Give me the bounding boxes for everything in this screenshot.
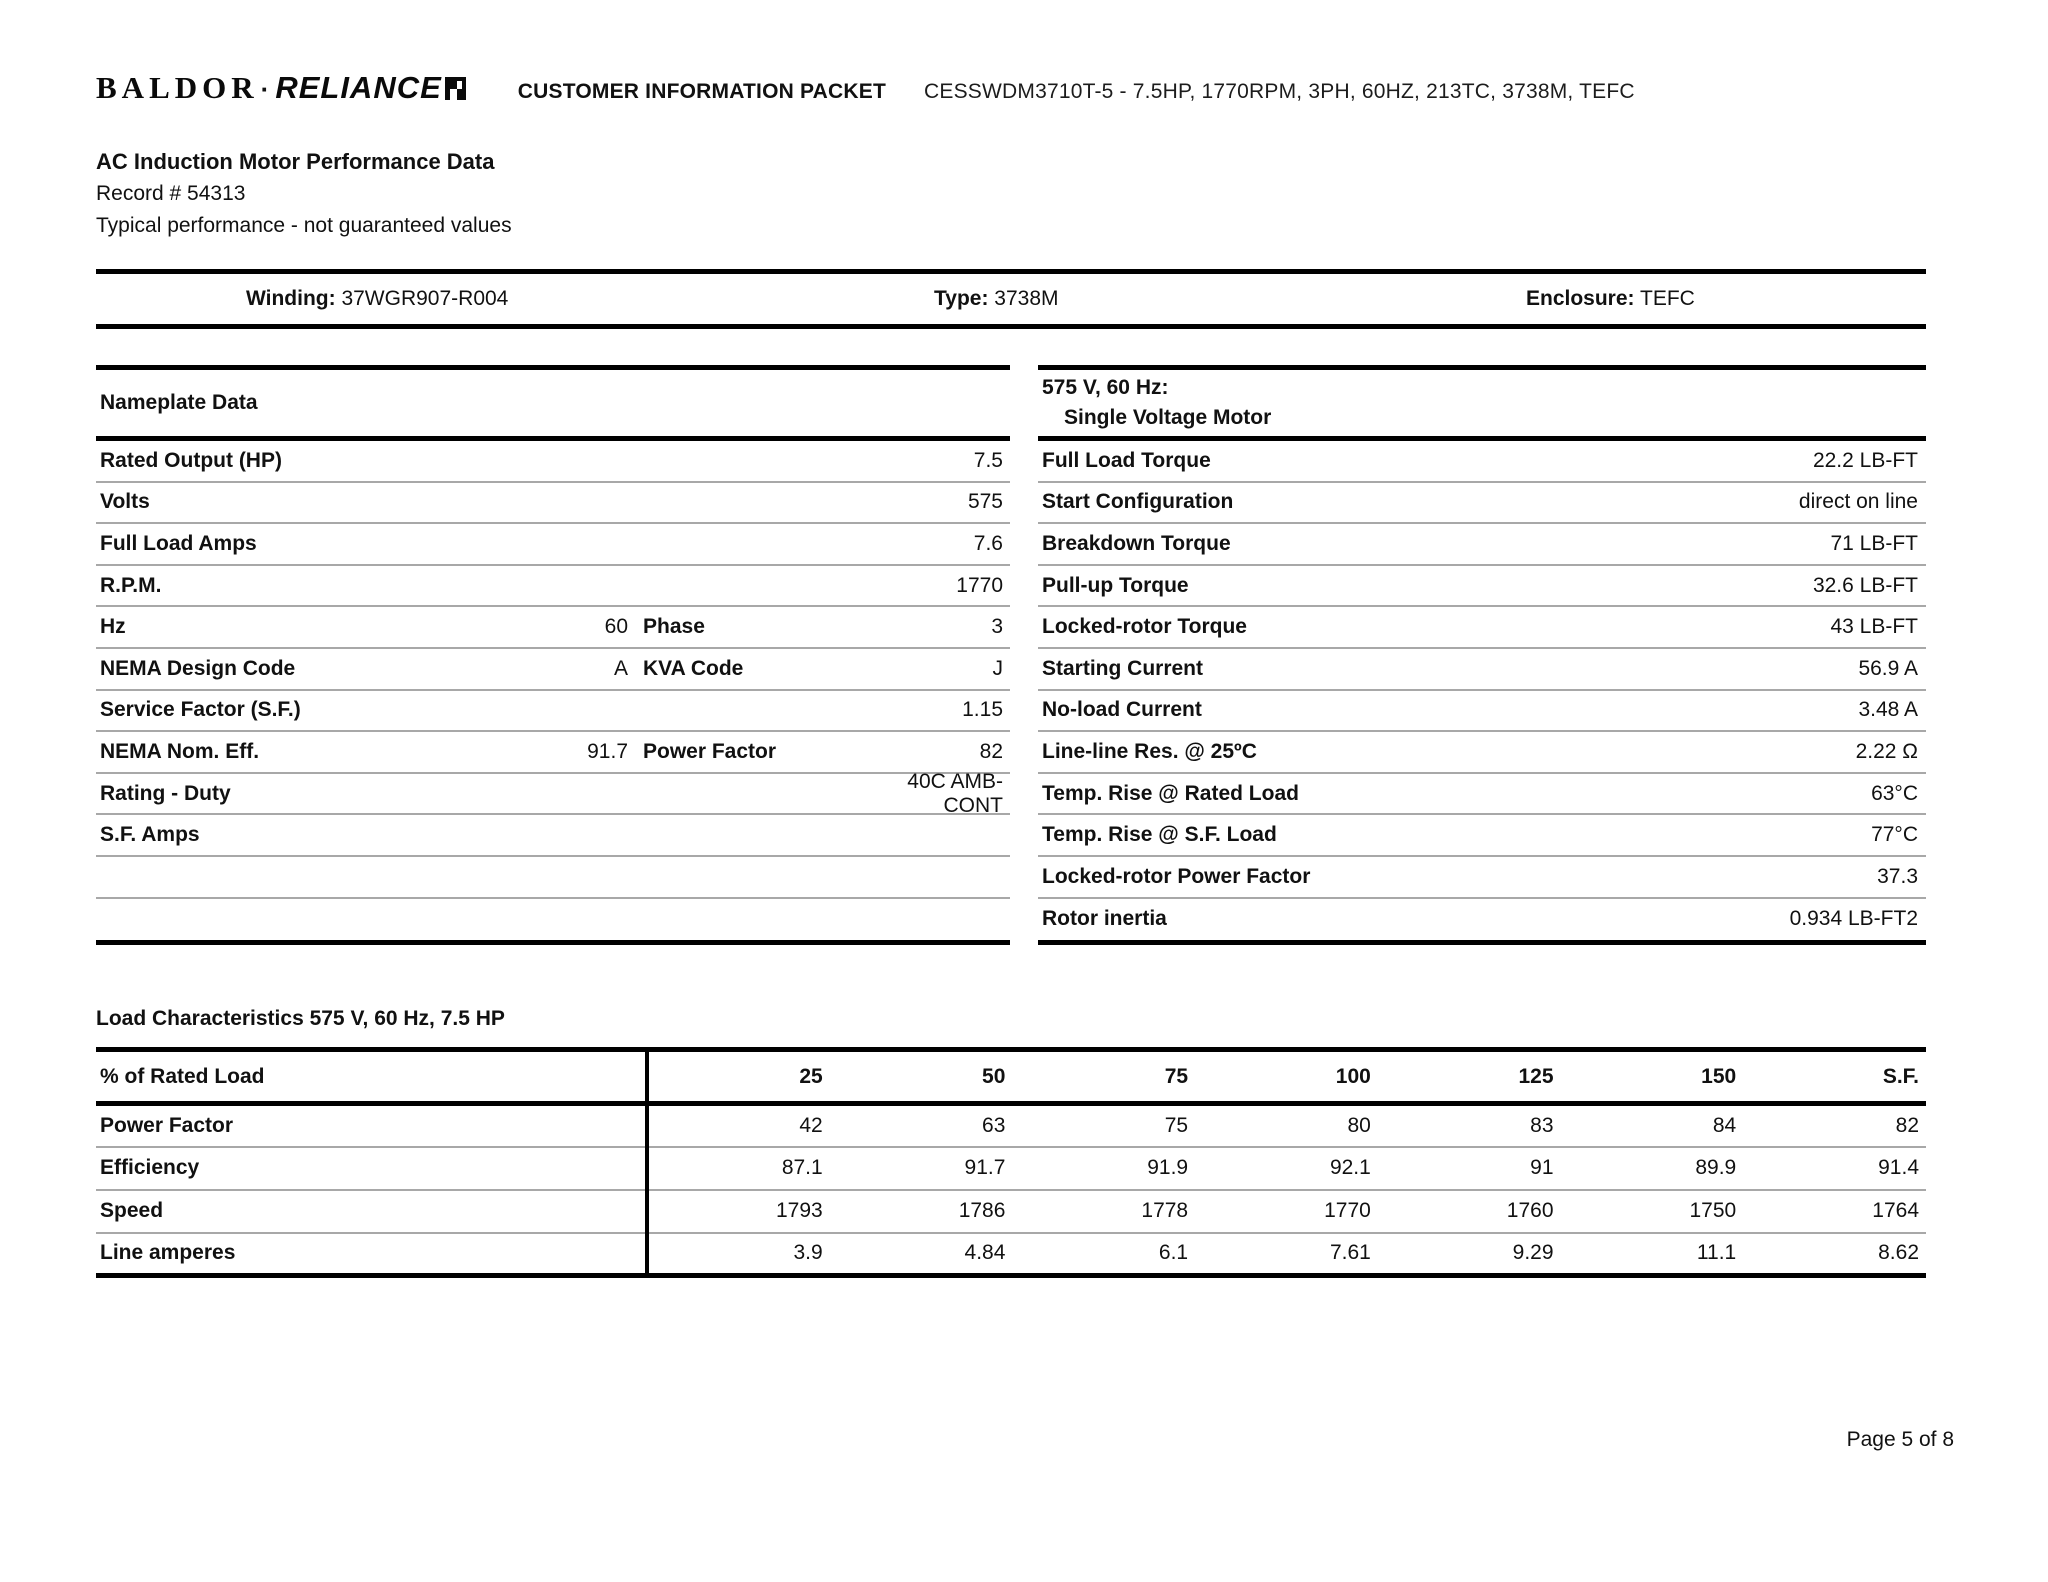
row-label: Rating - Duty <box>100 781 231 805</box>
column-header: 125 <box>1378 1050 1561 1104</box>
row-value: 3 <box>991 615 1003 639</box>
cell-value: 84 <box>1561 1104 1744 1147</box>
row-value: 43 LB-FT <box>1830 615 1918 639</box>
cell-value: 42 <box>647 1104 830 1147</box>
row-label: Full Load Torque <box>1042 448 1211 472</box>
row-value: 3.48 A <box>1858 698 1918 722</box>
voltage-rows <box>1038 441 1926 945</box>
row-value: 56.9 A <box>1858 656 1918 680</box>
table-row <box>96 566 1010 608</box>
table-row <box>1038 899 1926 941</box>
table-row <box>1038 857 1926 899</box>
cell-value: 91.7 <box>830 1147 1013 1190</box>
table-row <box>1038 524 1926 566</box>
column-header: 150 <box>1561 1050 1744 1104</box>
row-mid-value: 60 <box>604 615 628 639</box>
voltage-table-header <box>1038 365 1926 441</box>
row-label: NEMA Nom. Eff. <box>100 739 260 763</box>
nameplate-rows <box>96 441 1010 945</box>
table-row <box>96 691 1010 733</box>
row-value: 71 LB-FT <box>1830 531 1918 555</box>
page-title: AC Induction Motor Performance Data <box>96 149 495 174</box>
cell-value: 4.84 <box>964 1241 1006 1265</box>
type-label: Type: <box>934 287 989 310</box>
row-value: 7.5 <box>973 448 1003 472</box>
enclosure-value: TEFC <box>1640 287 1695 310</box>
cell-value: 9.29 <box>1512 1241 1554 1265</box>
load-characteristics-table <box>96 1047 1926 1278</box>
row-value: 82 <box>979 739 1003 763</box>
row-label: R.P.M. <box>100 573 162 597</box>
cell-value: 1793 <box>647 1190 830 1233</box>
type-value: 3738M <box>994 287 1059 310</box>
table-row <box>1038 566 1926 608</box>
row-value: J <box>992 656 1003 680</box>
row-value: 0.934 LB-FT2 <box>1789 907 1918 931</box>
cell-value: 8.62 <box>1878 1241 1919 1265</box>
logo-dot: · <box>260 74 270 104</box>
row-label: Rotor inertia <box>1042 907 1167 931</box>
row-label: Pull-up Torque <box>1042 573 1189 597</box>
table-row <box>1038 607 1926 649</box>
row-mid-value: 91.7 <box>587 739 628 763</box>
table-row <box>1038 815 1926 857</box>
row-label: Locked-rotor Torque <box>1042 615 1247 639</box>
cell-value: 7.61 <box>1329 1241 1371 1265</box>
row-label: S.F. Amps <box>100 823 200 847</box>
row-label: Starting Current <box>1042 656 1204 680</box>
cell-value: 1786 <box>830 1190 1013 1233</box>
winding-label: Winding: <box>246 287 336 310</box>
cell-value: 6.1 <box>1158 1241 1189 1265</box>
table-row <box>1038 441 1926 483</box>
nameplate-table <box>96 365 1010 945</box>
row-label: Speed <box>96 1190 647 1233</box>
title-block <box>96 146 1926 242</box>
row-value: 575 <box>967 490 1003 514</box>
cell-value: 75 <box>1012 1104 1195 1147</box>
enclosure-field <box>1526 287 1695 311</box>
table-row <box>1038 483 1926 525</box>
cell-value: 11.1 <box>1696 1241 1737 1265</box>
table-row <box>96 899 1010 941</box>
winding-field <box>246 287 508 311</box>
cell-value: 92.1 <box>1195 1147 1378 1190</box>
table-row <box>96 441 1010 483</box>
table-row <box>96 857 1010 899</box>
winding-value: 37WGR907-R004 <box>341 287 509 310</box>
enclosure-label: Enclosure: <box>1526 287 1635 310</box>
row-label: Efficiency <box>96 1147 647 1190</box>
cell-value: 89.9 <box>1561 1147 1744 1190</box>
table-row <box>1038 649 1926 691</box>
table-row <box>1038 732 1926 774</box>
row-label: Line-line Res. @ 25ºC <box>1042 739 1257 763</box>
baldor-reliance-logo <box>96 70 466 106</box>
row-label: Service Factor (S.F.) <box>100 698 301 722</box>
row-value: 32.6 LB-FT <box>1812 573 1918 597</box>
catalog-spec-line: CESSWDM3710T-5 - 7.5HP, 1770RPM, 3PH, 60HZ, 213TC, 3738M, TEFC <box>924 80 1635 103</box>
table-row <box>96 1147 1926 1190</box>
logo-baldor-text: BALDOR <box>96 70 259 105</box>
table-row <box>1038 774 1926 816</box>
table-row <box>1038 691 1926 733</box>
row-mid-label: KVA Code <box>643 656 744 680</box>
row-value: 2.22 Ω <box>1855 739 1918 763</box>
cell-value: 91.4 <box>1743 1147 1926 1190</box>
row-label: Full Load Amps <box>100 531 257 555</box>
table-header-row <box>96 1050 1926 1104</box>
cell-value: 1750 <box>1561 1190 1744 1233</box>
cell-value: 1764 <box>1743 1190 1926 1233</box>
table-row <box>96 483 1010 525</box>
record-number: Record # 54313 <box>96 182 246 205</box>
row-value: 1.15 <box>962 698 1003 722</box>
table-row <box>96 607 1010 649</box>
row-value: direct on line <box>1798 490 1918 514</box>
logo-reliance-text: RELIANCE <box>275 70 442 105</box>
packet-title: CUSTOMER INFORMATION PACKET <box>517 80 886 103</box>
page-number: Page 5 of 8 <box>1846 1428 1954 1452</box>
column-header: 75 <box>1012 1050 1195 1104</box>
column-header: 25 <box>647 1050 830 1104</box>
row-label: Locked-rotor Power Factor <box>1042 864 1311 888</box>
cell-value: 91.9 <box>1012 1147 1195 1190</box>
cell-value: 1778 <box>1012 1190 1195 1233</box>
type-field <box>934 287 1059 311</box>
table-row <box>96 1104 1926 1147</box>
cell-value: 80 <box>1195 1104 1378 1147</box>
row-label: Temp. Rise @ Rated Load <box>1042 781 1299 805</box>
nameplate-title: Nameplate Data <box>100 391 258 414</box>
cell-value: 91 <box>1378 1147 1561 1190</box>
table-row <box>96 649 1010 691</box>
reliance-logo-mark-icon <box>445 77 466 105</box>
table-row <box>96 1233 1926 1276</box>
row-label: Rated Output (HP) <box>100 448 282 472</box>
row-mid-label: Power Factor <box>643 739 777 763</box>
nameplate-section <box>96 365 1926 945</box>
cell-value: 83 <box>1378 1104 1561 1147</box>
cell-value: 63 <box>830 1104 1013 1147</box>
voltage-header-line2: Single Voltage Motor <box>1064 406 1272 429</box>
row-value: 7.6 <box>973 531 1003 555</box>
column-header: % of Rated Load <box>96 1050 647 1104</box>
nameplate-table-header <box>96 365 1010 441</box>
performance-note: Typical performance - not guaranteed values <box>96 214 512 237</box>
voltage-table <box>1038 365 1926 945</box>
table-row <box>96 1190 1926 1233</box>
table-row <box>96 769 1010 817</box>
voltage-header-line1: 575 V, 60 Hz: <box>1042 376 1169 399</box>
row-value: 40C AMB-CONT <box>907 769 1003 817</box>
document-page <box>96 0 1954 1452</box>
row-label: NEMA Design Code <box>100 656 296 680</box>
row-mid-value: A <box>613 656 628 680</box>
column-header: S.F. <box>1743 1050 1926 1104</box>
row-label: Breakdown Torque <box>1042 531 1231 555</box>
table-row <box>96 524 1010 566</box>
row-value: 22.2 LB-FT <box>1812 448 1918 472</box>
row-label: Line amperes <box>100 1241 236 1265</box>
row-label: Temp. Rise @ S.F. Load <box>1042 823 1277 847</box>
row-label: No-load Current <box>1042 698 1202 722</box>
cell-value: 1770 <box>1195 1190 1378 1233</box>
column-header: 100 <box>1195 1050 1378 1104</box>
column-header: 50 <box>830 1050 1013 1104</box>
cell-value: 3.9 <box>647 1233 830 1276</box>
row-label: Volts <box>100 490 150 514</box>
row-value: 37.3 <box>1877 864 1918 888</box>
row-label: Power Factor <box>96 1104 647 1147</box>
cell-value: 82 <box>1743 1104 1926 1147</box>
load-characteristics-title: Load Characteristics 575 V, 60 Hz, 7.5 HP <box>96 1007 505 1031</box>
row-mid-label: Phase <box>643 615 705 639</box>
row-value: 63°C <box>1871 781 1918 805</box>
winding-bar <box>96 269 1926 329</box>
document-header <box>96 0 1926 106</box>
table-row <box>96 815 1010 857</box>
row-value: 1770 <box>956 573 1003 597</box>
row-label: Hz <box>100 615 126 639</box>
table-row <box>96 732 1010 774</box>
row-label: Start Configuration <box>1042 490 1234 514</box>
cell-value: 87.1 <box>647 1147 830 1190</box>
row-value: 77°C <box>1871 823 1918 847</box>
cell-value: 1760 <box>1378 1190 1561 1233</box>
